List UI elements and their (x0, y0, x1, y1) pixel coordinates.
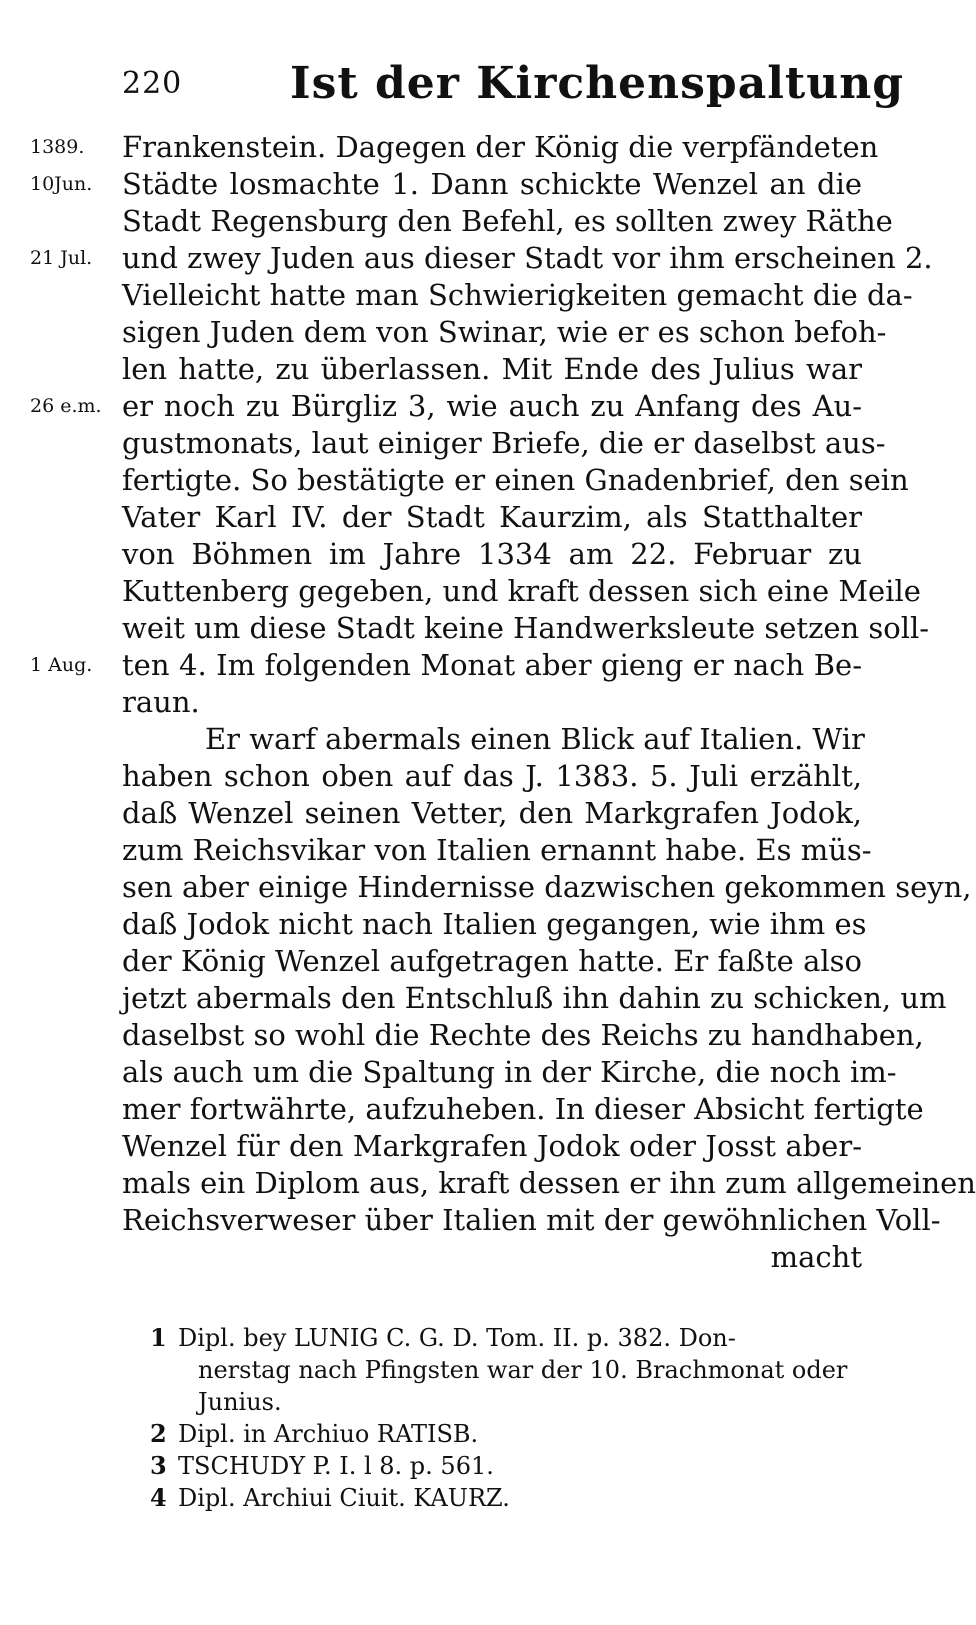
text-line (0, 868, 972, 906)
footnote-text: Junius. (198, 1388, 282, 1416)
line-text: der König Wenzel aufgetragen hatte. Er faßte also (122, 944, 862, 978)
page-header (0, 58, 960, 118)
line-text: sen aber einige Hindernisse dazwischen gekommen seyn, (122, 870, 972, 904)
margin-date: 26 e.m. (30, 395, 102, 417)
text-line (0, 165, 960, 203)
line-text: mer fortwährte, aufzuheben. In dieser Absicht fertigte (122, 1092, 924, 1126)
line-text: Vielleicht hatte man Schwierigkeiten gemacht die da- (122, 278, 913, 312)
footnote-text: TSCHUDY P. I. l 8. p. 561. (178, 1452, 494, 1480)
line-text: Wenzel für den Markgrafen Jodok oder Josst aber- (122, 1129, 862, 1163)
text-line (0, 1164, 976, 1202)
footnote (0, 1418, 960, 1450)
text-line (0, 1127, 960, 1165)
footnote-number: 1 (150, 1323, 167, 1352)
text-line (0, 794, 960, 832)
line-text: fertigte. So bestätigte er einen Gnadenbrief, den sein (122, 463, 909, 497)
text-line (0, 461, 960, 499)
text-line (0, 239, 960, 277)
footnote-number: 4 (150, 1483, 167, 1512)
line-text: mals ein Diplom aus, kraft dessen er ihn zum allgemeinen (122, 1166, 976, 1200)
text-line (0, 498, 960, 536)
line-text: er noch zu Bürgliz 3, wie auch zu Anfang des Au- (122, 389, 862, 423)
text-line (0, 313, 960, 351)
text-line (0, 1201, 960, 1239)
catchword-line (0, 1238, 960, 1276)
text-line (0, 276, 960, 314)
footnote-continuation (0, 1354, 960, 1386)
line-text: Stadt Regensburg den Befehl, es sollten zwey Räthe (122, 204, 893, 238)
text-line (0, 535, 960, 573)
line-text: Er warf abermals einen Blick auf Italien. Wir (205, 722, 865, 756)
line-text: Frankenstein. Dagegen der König die verpfändeten (122, 130, 879, 164)
text-line (0, 646, 960, 684)
line-text: daß Wenzel seinen Vetter, den Markgrafen Jodok, (122, 796, 862, 830)
text-line (0, 350, 960, 388)
line-text: sigen Juden dem von Swinar, wie er es schon befoh- (122, 315, 887, 349)
text-line (0, 905, 960, 943)
text-line (0, 720, 960, 758)
margin-date: 10Jun. (30, 173, 93, 195)
line-text: und zwey Juden aus dieser Stadt vor ihm erscheinen 2. (122, 241, 933, 275)
text-line (0, 757, 960, 795)
text-line (0, 831, 960, 869)
text-line (0, 387, 960, 425)
text-line (0, 572, 960, 610)
margin-date: 1389. (30, 136, 85, 158)
text-line (0, 609, 960, 647)
line-text: jetzt abermals den Entschluß ihn dahin zu schicken, um (122, 981, 947, 1015)
text-line (0, 1090, 960, 1128)
footnote (0, 1322, 960, 1354)
line-text: von Böhmen im Jahre 1334 am 22. Februar zu (122, 537, 862, 571)
line-text: Reichsverweser über Italien mit der gewöhnlichen Voll- (122, 1203, 941, 1237)
footnote-text: Dipl. bey LUNIG C. G. D. Tom. II. p. 382. Don- (178, 1324, 736, 1352)
text-line (0, 979, 960, 1017)
line-text: gustmonats, laut einiger Briefe, die er daselbst aus- (122, 426, 886, 460)
line-text: weit um diese Stadt keine Handwerksleute setzen soll- (122, 611, 930, 645)
page-number: 220 (122, 66, 183, 101)
margin-date: 1 Aug. (30, 654, 93, 676)
running-title: Ist der Kirchenspaltung (290, 58, 904, 109)
line-text: len hatte, zu überlassen. Mit Ende des Julius war (122, 352, 862, 386)
footnote-text: nerstag nach Pfingsten war der 10. Brachmonat oder (198, 1356, 848, 1384)
footnote-continuation (0, 1386, 960, 1418)
footnote (0, 1450, 960, 1482)
text-line (0, 128, 960, 166)
line-text: Städte losmachte 1. Dann schickte Wenzel an die (122, 167, 862, 201)
line-text: Kuttenberg gegeben, und kraft dessen sich eine Meile (122, 574, 921, 608)
text-line (0, 1016, 960, 1054)
line-text: ten 4. Im folgenden Monat aber gieng er nach Be- (122, 648, 862, 682)
footnote (0, 1482, 960, 1514)
text-line (0, 683, 960, 721)
line-text: raun. (122, 685, 200, 719)
line-text: Vater Karl IV. der Stadt Kaurzim, als Statthalter (122, 500, 862, 534)
footnote-number: 3 (150, 1451, 167, 1480)
line-text: als auch um die Spaltung in der Kirche, die noch im- (122, 1055, 897, 1089)
margin-date: 21 Jul. (30, 247, 93, 269)
footnote-number: 2 (150, 1419, 167, 1448)
line-text: zum Reichsvikar von Italien ernannt habe. Es müs- (122, 833, 872, 867)
line-text: daselbst so wohl die Rechte des Reichs zu handhaben, (122, 1018, 924, 1052)
catchword: macht (770, 1240, 862, 1274)
text-line (0, 202, 960, 240)
line-text: daß Jodok nicht nach Italien gegangen, wie ihm es (122, 907, 867, 941)
text-line (0, 1053, 960, 1091)
footnote-text: Dipl. in Archiuo RATISB. (178, 1420, 479, 1448)
text-line (0, 942, 960, 980)
line-text: haben schon oben auf das J. 1383. 5. Juli erzählt, (122, 759, 862, 793)
footnote-text: Dipl. Archiui Ciuit. KAURZ. (178, 1484, 510, 1512)
text-line (0, 424, 960, 462)
